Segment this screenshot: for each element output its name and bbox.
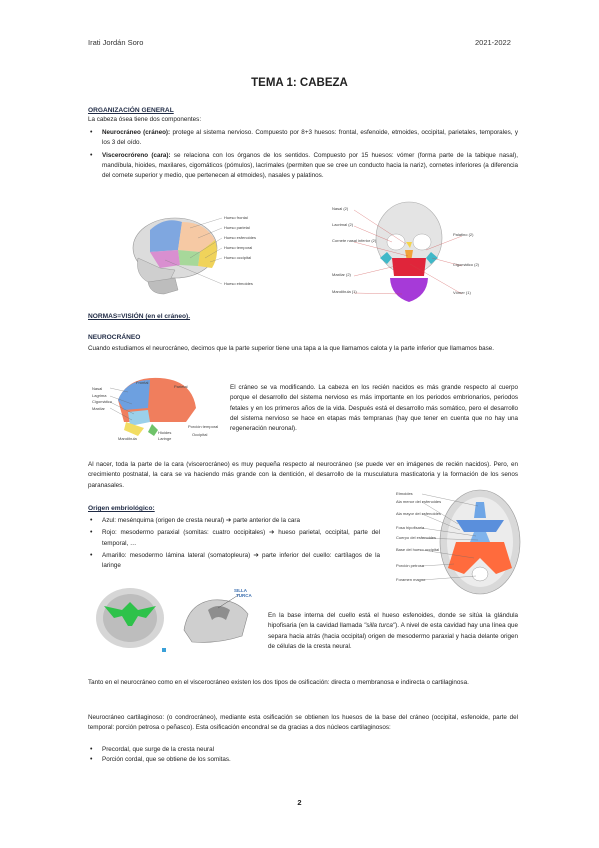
osif-p1: Tanto en el neurocráneo como en el viscerocráneo existen los dos tipos de osificación: directa o membranosa e indirecta o cartilaginosa. <box>88 679 469 686</box>
fig4-label: Etmoides <box>396 491 413 496</box>
fig3-label: Occipital <box>192 432 208 437</box>
fig3-label: Frontal <box>136 380 149 385</box>
fig3-label: Lagrima <box>92 393 107 398</box>
page-title: TEMA 1: CABEZA <box>251 77 348 89</box>
frontal-skull-figure <box>332 198 487 313</box>
fig2-label: Maxilar (2) <box>332 272 351 277</box>
org-item-term: Neurocráneo (cráneo): <box>102 129 171 136</box>
header-author: Irati Jordán Soro <box>88 38 144 47</box>
expand-icon <box>162 648 166 652</box>
fig1-label: Hueso etmoides <box>224 281 253 286</box>
org-item <box>88 128 518 149</box>
normas-heading: NORMAS=VISIÓN (en el cráneo). <box>88 313 191 320</box>
silla-paragraph <box>268 611 518 652</box>
fig3-label: Cigomático <box>92 399 113 404</box>
fig3-label: Porción temporal <box>188 424 219 429</box>
silla-term: "silla turca" <box>363 622 396 630</box>
org-item <box>88 151 518 182</box>
origen-item-source: Rojo: mesodermo paraxial (somitas: cuatro occipitales) <box>102 529 266 537</box>
osif-list <box>88 745 518 766</box>
fig2-label: Vómer (1) <box>453 290 471 295</box>
neuro-p3: Al nacer, toda la parte de la cara (viscerocráneo) es muy pequeña respecto al neurocráneo (se puede ver en imágenes de recién nacidos). Pero, en crecimiento postnatal, la cara se va haciendo más grande con la dentición, el desarrollo de la musculatura masticatoria y la formación de los senos paranasales. <box>88 461 518 489</box>
org-item-text: protege al sistema nervioso. Compuesto por 8+3 huesos: frontal, esfenoide, etmoides, occipital, parietales, temporales, y los 3 del oído. <box>102 129 518 147</box>
fig6-label: TURCA <box>236 593 252 598</box>
neuro-p2: El cráneo se va modificando. La cabeza en los recién nacidos es más grande respecto al cuerpo porque el desarrollo del sistema nervioso es más importante en los periodos embrionarios, periodos fetales y en los primeros años de la vida. Después está el desarrollo más somático, pero el desarrollo del sistema nervioso se hace en etapas más tempranas (hay que tener en cuenta que no hay una regeneración neuronal). <box>230 384 518 433</box>
origen-list <box>88 516 380 571</box>
fig1-label: Hueso parietal <box>224 225 250 230</box>
fig2-label: Mandíbula (1) <box>332 289 357 294</box>
arrow-icon: ➔ <box>225 517 232 524</box>
fig1-label: Hueso temporal <box>224 245 253 250</box>
arrow-icon: ➔ <box>253 551 259 559</box>
origen-item-target: parte anterior de la cara <box>233 517 300 524</box>
origen-item <box>88 516 380 526</box>
newborn-skull-figure <box>88 370 226 442</box>
silla-text: En la base interna del cuello está el hueso esfenoides, donde se sitúa la glándula hipofisaria (en la cavidad llamada <box>268 612 518 630</box>
origen-item-source: Azul: mesénquima (origen de cresta neural) <box>102 517 225 524</box>
fig2-label: Cornete nasal inferior (2) <box>332 238 377 243</box>
osif-item: • Porción cordal, que se obtiene de los somitas. <box>88 755 518 765</box>
silla-turca-figure <box>178 584 262 654</box>
fig3-label: Hioides <box>158 430 172 435</box>
fig3-label: Laringe <box>158 436 172 441</box>
fig2-label: Cigomático (2) <box>453 262 480 267</box>
fig1-label: Hueso esfenoides <box>224 235 257 240</box>
osif-p2: Neurocráneo cartilaginoso: (o condrocráneo), mediante esta osificación se obtienen los huesos de la base del cráneo (occipital, esfenoide, parte del temporal: porción petrosa o peñasco). Esta osificación encondral se da gracias a dos núcleos cartilaginosos: <box>88 714 518 732</box>
fig2-label: Nasal (2) <box>332 206 349 211</box>
osif-item: • Precordal, que surge de la cresta neural <box>88 745 518 755</box>
lateral-skull-figure <box>120 210 270 300</box>
fig4-label: Base del hueso occipital <box>396 547 440 552</box>
fig4-label: Foramen magno <box>396 577 426 582</box>
fig4-label: Cuerpo del esfenoides <box>396 535 437 540</box>
fig4-label: Ala menor del esfenoides <box>396 499 442 504</box>
fig3-label: Parietal <box>174 384 188 389</box>
fig4-label: Porción petrosa <box>396 563 425 568</box>
neuro-heading: NEUROCRÁNEO <box>88 334 141 341</box>
fig2-label: Palatino (2) <box>453 232 474 237</box>
origen-item <box>88 551 380 572</box>
origen-item-source: Amarillo: mesodermo lámina lateral (somatopleura) <box>102 551 251 559</box>
origen-item-target: parte inferior del cuello: cartílagos de la laringe <box>102 551 381 570</box>
fig4-label: Ala mayor del esfenoides <box>396 511 441 516</box>
org-intro: La cabeza ósea tiene dos componentes: <box>88 116 202 123</box>
page-number: 2 <box>297 798 302 807</box>
silla-text: ). A nivel de esta cavidad hay una línea que separa hacia atrás (hacia occipital) origen de mesodermo paraxial y hacia delante origen de células de la cresta neural. <box>268 622 518 650</box>
sphenoid-base-figure <box>92 584 168 654</box>
fig1-label: Hueso frontal <box>224 215 248 220</box>
org-heading: ORGANIZACIÓN GENERAL <box>88 107 174 114</box>
fig6-label: SILLA <box>234 588 247 593</box>
fig3-label: Nasal <box>92 386 103 391</box>
arrow-icon: ➔ <box>269 529 275 537</box>
origen-item-target: hueso parietal, occipital, parte del temporal, … <box>102 529 381 547</box>
neuro-p1: Cuando estudiamos el neurocráneo, decimos que la parte superior tiene una tapa a la que llamamos calota y la parte inferior que llamamos base. <box>88 345 495 352</box>
cranial-base-figure <box>396 488 521 596</box>
origen-heading: Origen embriológico: <box>88 505 155 512</box>
fig1-label: Hueso occipital <box>224 255 252 260</box>
fig3-label: Maxilar <box>92 406 105 411</box>
org-item-text: se relaciona con los órganos de los sentidos. Compuesto por 15 huesos: vómer (forma parte de la tabique nasal), mandíbula, hioides, maxilares, cigomáticos (pómulos), lacrimales (permiten que se cree un conducto hacia la nariz), cornetes inferiores (a diferencia del cornete superior y medio, que pertenecen al etmoides), nasales y palatinos. <box>102 151 518 180</box>
fig4-label: Fosa hipofisaria <box>396 525 425 530</box>
org-list <box>88 128 518 181</box>
org-item-term: Viscerocróreno (cara): <box>102 151 171 159</box>
header-year: 2021-2022 <box>475 38 511 47</box>
fig2-label: Lacrimal (2) <box>332 222 354 227</box>
origen-item <box>88 528 380 549</box>
fig3-label: Mandíbula <box>118 436 137 441</box>
